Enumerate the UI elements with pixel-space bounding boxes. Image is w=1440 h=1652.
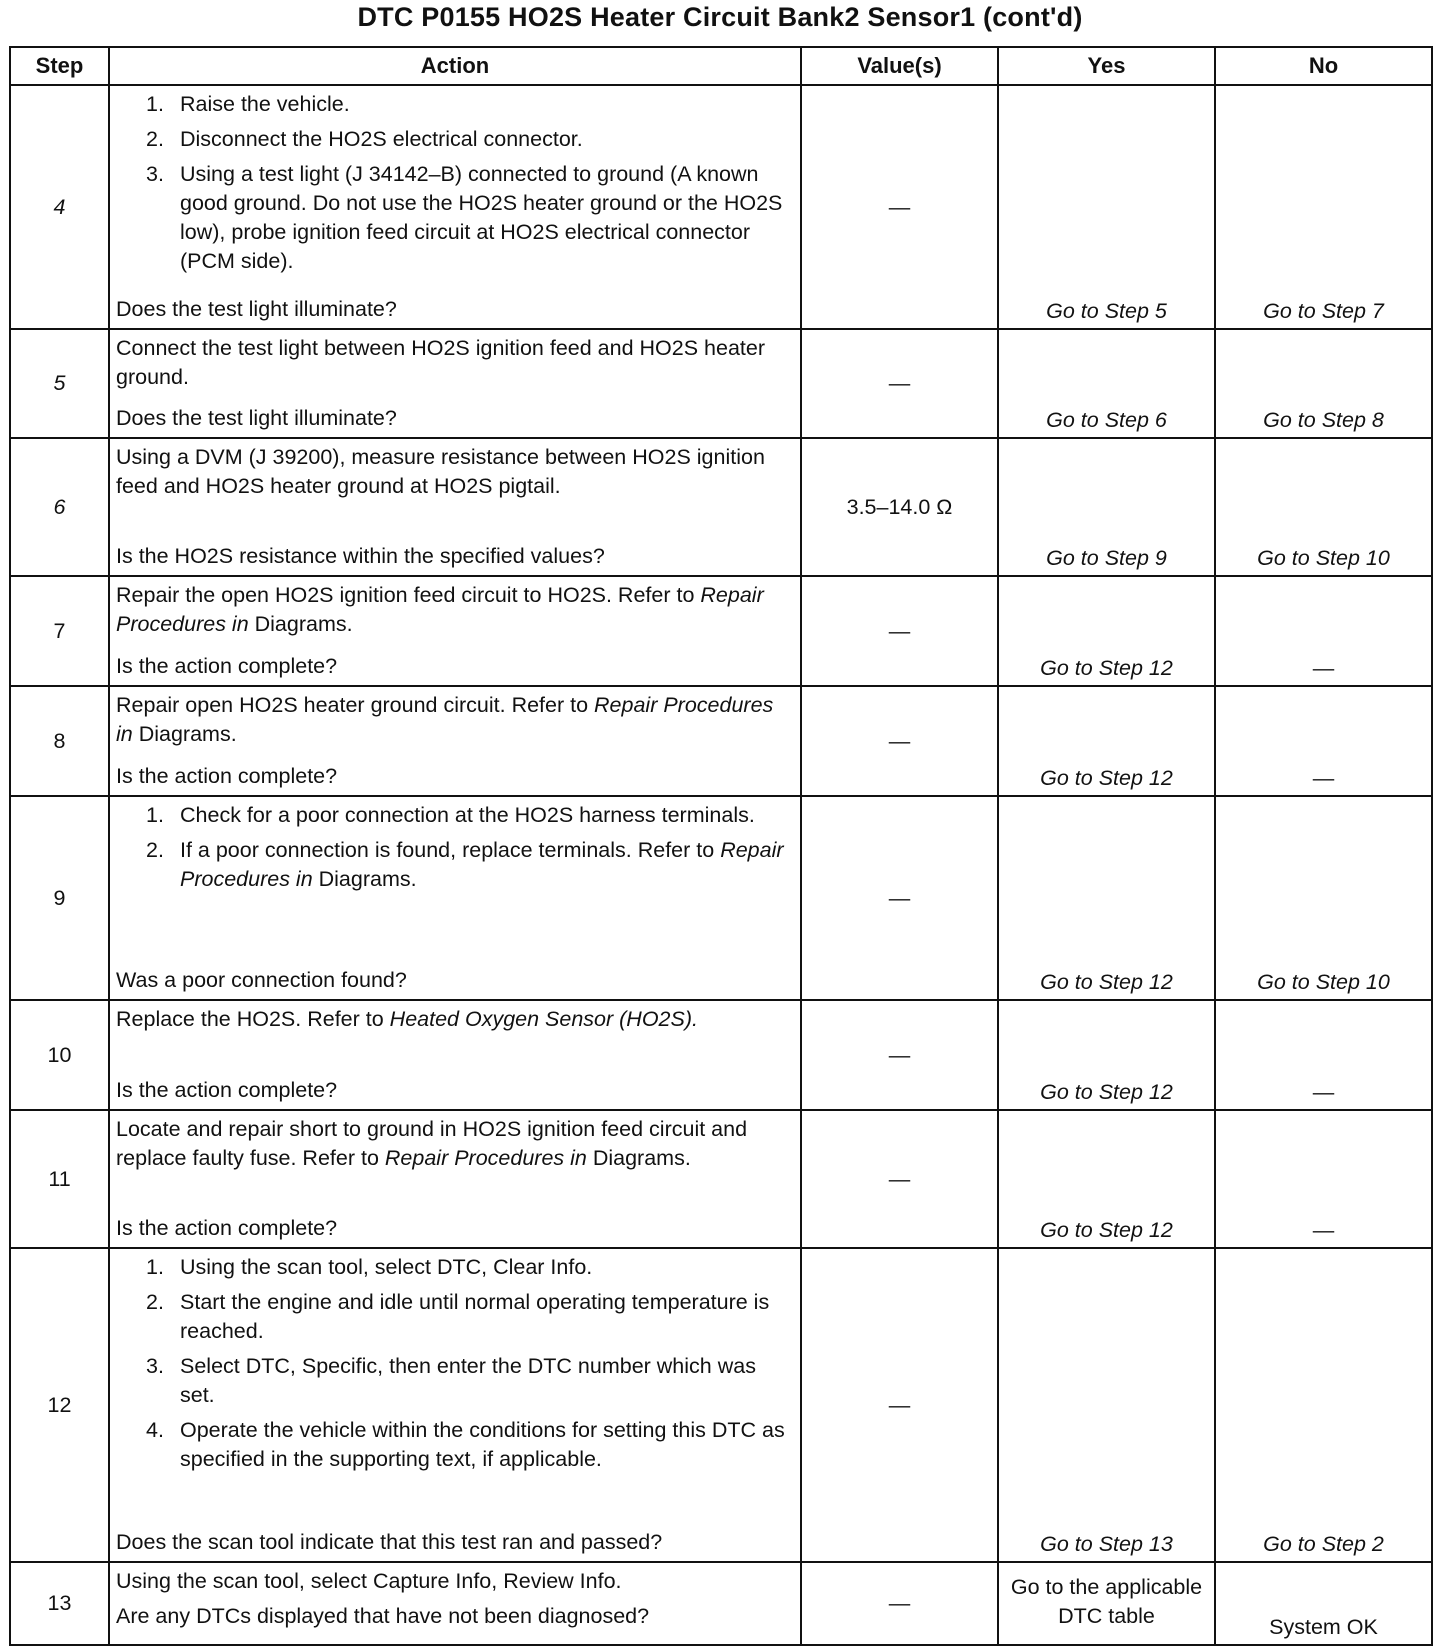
- no-cell: Go to Step 7: [1215, 85, 1432, 329]
- action-cell: [109, 329, 801, 438]
- table-row: [10, 1562, 1432, 1645]
- yes-cell: Go to Step 12: [998, 796, 1215, 1000]
- table-row: [10, 1248, 1432, 1562]
- list-item: 2. Start the engine and idle until normal operating temperature is reached.: [146, 1290, 770, 1343]
- list-item: 1. Check for a poor connection at the HO2S harness terminals.: [146, 803, 755, 827]
- action-text: Using a DVM (J 39200), measure resistance between HO2S ignition feed and HO2S heater ground at HO2S pigtail.: [116, 445, 765, 498]
- yes-cell: Go to the applicable DTC table: [998, 1562, 1215, 1645]
- question-text: Does the test light illuminate?: [116, 297, 397, 321]
- step-number: 12: [10, 1248, 109, 1562]
- header-values: Value(s): [801, 47, 998, 85]
- value-cell: —: [801, 329, 998, 438]
- step-number: 8: [10, 686, 109, 796]
- step-number: 7: [10, 576, 109, 686]
- yes-cell: Go to Step 12: [998, 576, 1215, 686]
- action-cell: [109, 1562, 801, 1645]
- page-title: DTC P0155 HO2S Heater Circuit Bank2 Sensor1 (cont'd): [357, 2, 1083, 32]
- table-row: [10, 85, 1432, 329]
- question-text: Does the test light illuminate?: [116, 406, 397, 430]
- step-number: 6: [10, 438, 109, 576]
- step-number: 11: [10, 1110, 109, 1248]
- question-text: Is the action complete?: [116, 1078, 338, 1102]
- no-cell: Go to Step 8: [1215, 329, 1432, 438]
- value-cell: 3.5–14.0 Ω: [801, 438, 998, 576]
- step-number: 10: [10, 1000, 109, 1110]
- header-action: Action: [109, 47, 801, 85]
- no-cell: —: [1215, 1000, 1432, 1110]
- action-text: Repair open HO2S heater ground circuit. Refer to Repair Procedures in Diagrams.: [116, 693, 774, 746]
- action-cell: [109, 796, 801, 1000]
- header-row: [10, 47, 1432, 85]
- list-item: 3. Using a test light (J 34142–B) connected to ground (A known good ground. Do not use the HO2S heater ground or the HO2S low), probe ignition feed circuit at HO2S electrical connector (PCM side).: [146, 162, 783, 273]
- step-number: 5: [10, 329, 109, 438]
- action-text: Replace the HO2S. Refer to Heated Oxygen Sensor (HO2S).: [116, 1007, 698, 1031]
- value-cell: —: [801, 1000, 998, 1110]
- no-cell: Go to Step 10: [1215, 796, 1432, 1000]
- yes-cell: Go to Step 5: [998, 85, 1215, 329]
- value-cell: —: [801, 576, 998, 686]
- action-cell: [109, 1110, 801, 1248]
- table-row: [10, 1110, 1432, 1248]
- yes-cell: Go to Step 13: [998, 1248, 1215, 1562]
- step-number: 9: [10, 796, 109, 1000]
- question-text: Was a poor connection found?: [116, 968, 407, 992]
- action-cell: [109, 576, 801, 686]
- step-number: 4: [10, 85, 109, 329]
- table-row: [10, 329, 1432, 438]
- no-cell: —: [1215, 1110, 1432, 1248]
- no-cell: —: [1215, 576, 1432, 686]
- question-text: Is the HO2S resistance within the specified values?: [116, 544, 605, 568]
- table-row: [10, 686, 1432, 796]
- no-cell: System OK: [1215, 1562, 1432, 1645]
- list-item: 1. Raise the vehicle.: [146, 92, 350, 116]
- value-cell: —: [801, 1248, 998, 1562]
- list-item: 2. If a poor connection is found, replace terminals. Refer to Repair Procedures in Diagrams.: [146, 838, 784, 891]
- value-cell: —: [801, 686, 998, 796]
- action-cell: [109, 686, 801, 796]
- value-cell: —: [801, 796, 998, 1000]
- no-cell: —: [1215, 686, 1432, 796]
- step-number: 13: [10, 1562, 109, 1645]
- list-item: 1. Using the scan tool, select DTC, Clear Info.: [146, 1255, 593, 1279]
- yes-cell: Go to Step 9: [998, 438, 1215, 576]
- no-cell: Go to Step 2: [1215, 1248, 1432, 1562]
- question-text: Is the action complete?: [116, 764, 338, 788]
- yes-cell: Go to Step 12: [998, 1000, 1215, 1110]
- action-cell: [109, 438, 801, 576]
- table-row: [10, 1000, 1432, 1110]
- dtc-table: [9, 46, 1433, 1646]
- yes-cell: Go to Step 6: [998, 329, 1215, 438]
- no-cell: Go to Step 10: [1215, 438, 1432, 576]
- question-text: Is the action complete?: [116, 654, 338, 678]
- value-cell: —: [801, 1562, 998, 1645]
- header-step: Step: [10, 47, 109, 85]
- action-text: Connect the test light between HO2S ignition feed and HO2S heater ground.: [116, 336, 765, 389]
- table-row: [10, 438, 1432, 576]
- action-text: Using the scan tool, select Capture Info, Review Info.: [116, 1569, 622, 1593]
- question-text: Does the scan tool indicate that this test ran and passed?: [116, 1530, 663, 1554]
- header-yes: Yes: [998, 47, 1215, 85]
- question-text: Are any DTCs displayed that have not been diagnosed?: [116, 1604, 650, 1628]
- yes-cell: Go to Step 12: [998, 1110, 1215, 1248]
- table-row: [10, 796, 1432, 1000]
- action-cell: [109, 1248, 801, 1562]
- action-text: Repair the open HO2S ignition feed circuit to HO2S. Refer to Repair Procedures in Diagrams.: [116, 583, 764, 636]
- question-text: Is the action complete?: [116, 1216, 338, 1240]
- table-row: [10, 576, 1432, 686]
- value-cell: —: [801, 1110, 998, 1248]
- action-cell: [109, 85, 801, 329]
- header-no: No: [1215, 47, 1432, 85]
- action-cell: [109, 1000, 801, 1110]
- list-item: 2. Disconnect the HO2S electrical connector.: [146, 127, 583, 151]
- list-item: 4. Operate the vehicle within the conditions for setting this DTC as specified in the supporting text, if applicable.: [146, 1418, 785, 1471]
- action-text: Locate and repair short to ground in HO2S ignition feed circuit and replace faulty fuse. Refer to Repair Procedures in Diagrams.: [116, 1117, 748, 1170]
- list-item: 3. Select DTC, Specific, then enter the DTC number which was set.: [146, 1354, 756, 1407]
- yes-cell: Go to Step 12: [998, 686, 1215, 796]
- value-cell: —: [801, 85, 998, 329]
